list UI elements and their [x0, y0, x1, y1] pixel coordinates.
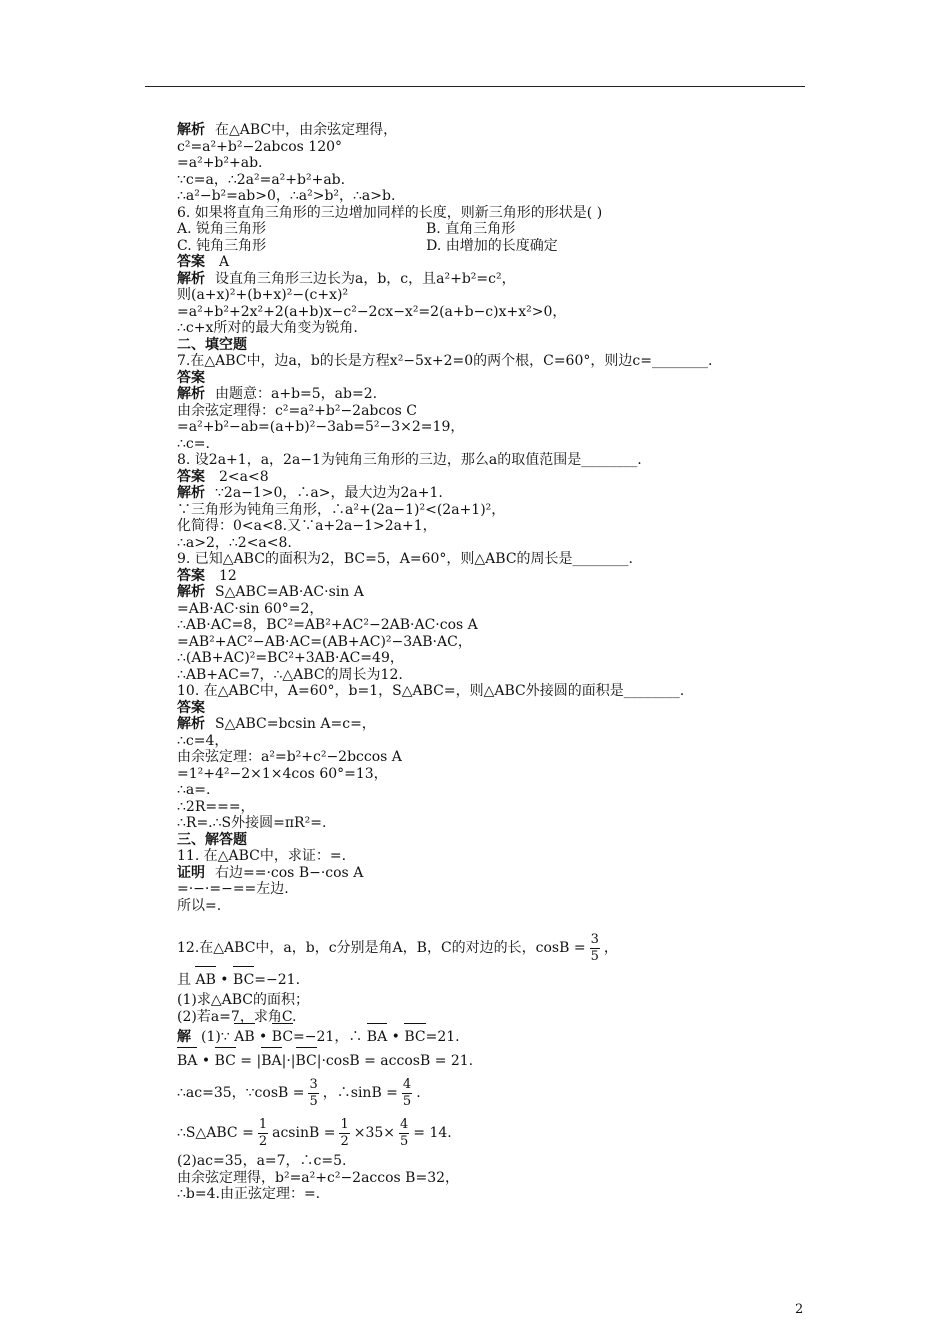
text-line: ∴AB·AC=8，BC²=AB²+AC²−2AB·AC·cos A	[177, 617, 478, 633]
text-line: 且 AB • BC=−21.	[177, 968, 817, 992]
text-line: 则(a+x)²+(b+x)²−(c+x)²	[177, 287, 349, 303]
text-line: ∵c=a，∴2a²=a²+b²+ab.	[177, 171, 346, 188]
text-line: ∴c+x所对的最大角变为锐角.	[177, 320, 358, 336]
text-line: 证明 右边==·cos B−·cos A	[177, 864, 364, 881]
text-line: =AB²+AC²−AB·AC=(AB+AC)²−3AB·AC，	[177, 633, 472, 650]
text-line: ∴a²−b²=ab>0，∴a²>b²，∴a>b.	[177, 188, 396, 204]
text-line: =a²+b²+ab.	[177, 155, 263, 171]
text-line: (2)若a=7，求角C.	[177, 1008, 297, 1025]
text-line: c²=a²+b²−2abcos 120°	[177, 138, 343, 155]
answer-label: 答案	[177, 369, 205, 386]
text-line: 解析 ∵2a−1>0，∴a>，最大边为2a+1.	[177, 485, 443, 501]
text-line: 所以=.	[177, 897, 222, 914]
text-line: ∴a=.	[177, 782, 211, 798]
text-line: 解析 S△ABC=AB·AC·sin A	[177, 584, 364, 600]
label-jiexi: 解析	[177, 122, 205, 138]
text-line: BA • BC = |BA|·|BC|·cosB = accosB = 21.	[177, 1049, 817, 1073]
question-11: 11. 在△ABC中，求证：=.	[177, 848, 347, 864]
answer-line: 答案 A	[177, 254, 230, 270]
answer-line: 答案 2<a<8	[177, 468, 269, 485]
text-line: 解 (1)∵ AB • BC=−21，∴ BA • BC=21.	[177, 1025, 817, 1049]
question-8: 8. 设2a+1，a，2a−1为钝角三角形的三边，那么a的取值范围是________.	[177, 452, 642, 468]
text-line: ∴AB+AC=7，∴△ABC的周长为12.	[177, 666, 403, 683]
text-line: 由余弦定理：a²=b²+c²−2bccos A	[177, 749, 402, 765]
text-line: =a²+b²+2x²+2(a+b)x−c²−2cx−x²=2(a+b−c)x+x²>0，	[177, 303, 567, 320]
text-line: ∴S△ABC = $\frac{1}{2}$ acsinB = $\frac{1}{2}$ ×35× $\frac{4}{5}$ = 14.	[177, 1116, 452, 1149]
question-7: 7.在△ABC中，边a，b的长是方程x²−5x+2=0的两个根，C=60°，则边c=________.	[177, 353, 713, 369]
header-rule	[145, 86, 805, 87]
text-line: 解析 S△ABC=bcsin A=c=，	[177, 716, 376, 732]
section-heading: 三、解答题	[177, 831, 247, 848]
text-line: 由余弦定理得：c²=a²+b²−2abcos C	[177, 402, 418, 419]
question-10: 10. 在△ABC中，A=60°，b=1，S△ABC=，则△ABC外接圆的面积是________.	[177, 683, 685, 699]
text-line: ∴b=4.由正弦定理：=.	[177, 1186, 321, 1202]
text-line: =a²+b²−ab=(a+b)²−3ab=5²−3×2=19，	[177, 419, 465, 435]
text-line: =1²+4²−2×1×4cos 60°=13，	[177, 765, 388, 782]
text-line: (2)ac=35，a=7，∴c=5.	[177, 1153, 347, 1169]
question-6: 6. 如果将直角三角形的三边增加同样的长度，则新三角形的形状是( )	[177, 204, 603, 221]
page-content	[177, 122, 817, 1203]
text-line: 由余弦定理得，b²=a²+c²−2accos B=32，	[177, 1169, 460, 1186]
page-number: 2	[795, 1302, 804, 1317]
answer-line: 答案 12	[177, 567, 237, 584]
text-line: =·−·=−==左边.	[177, 881, 289, 897]
text-line: =AB·AC·sin 60°=2，	[177, 600, 324, 617]
text-line: (1)求△ABC的面积；	[177, 992, 309, 1008]
text-line: 解析 在△ABC中，由余弦定理得，	[177, 122, 398, 138]
text-line: 化简得：0<a<8.又∵a+2a−1>2a+1，	[177, 518, 437, 534]
text-line: ∴a>2，∴2<a<8.	[177, 534, 292, 551]
text-line: 解析 由题意：a+b=5，ab=2.	[177, 386, 378, 402]
question-9: 9. 已知△ABC的面积为2，BC=5，A=60°，则△ABC的周长是________.	[177, 551, 633, 567]
text-line: ∴c=.	[177, 435, 210, 452]
text-line: 解析 设直角三角形三边长为a，b，c，且a²+b²=c²，	[177, 270, 516, 287]
text-line: ∴ac=35，∵cosB = $\frac{3}{5}$ ，∴sinB = $\frac{4}{5}$ .	[177, 1076, 421, 1109]
options-row: C. 钝角三角形 D. 由增加的长度确定	[177, 237, 558, 254]
text-line: ∴(AB+AC)²=BC²+3AB·AC=49，	[177, 650, 404, 666]
text-line: ∴R=.∴S外接圆=πR²=.	[177, 815, 327, 831]
answer-label: 答案	[177, 699, 205, 716]
text-line: ∵三角形为钝角三角形，∴a²+(2a−1)²<(2a+1)²，	[177, 501, 506, 518]
question-12: 12.在△ABC中，a，b，c分别是角A，B，C的对边的长，cosB = $\frac{3}{5}$ ，	[177, 931, 618, 964]
options-row: A. 锐角三角形 B. 直角三角形	[177, 221, 516, 237]
section-heading: 二、填空题	[177, 336, 247, 353]
fraction: $\frac{3}{5}$	[590, 931, 599, 964]
text-line: ∴2R===，	[177, 798, 255, 815]
text-line: ∴c=4，	[177, 732, 229, 749]
